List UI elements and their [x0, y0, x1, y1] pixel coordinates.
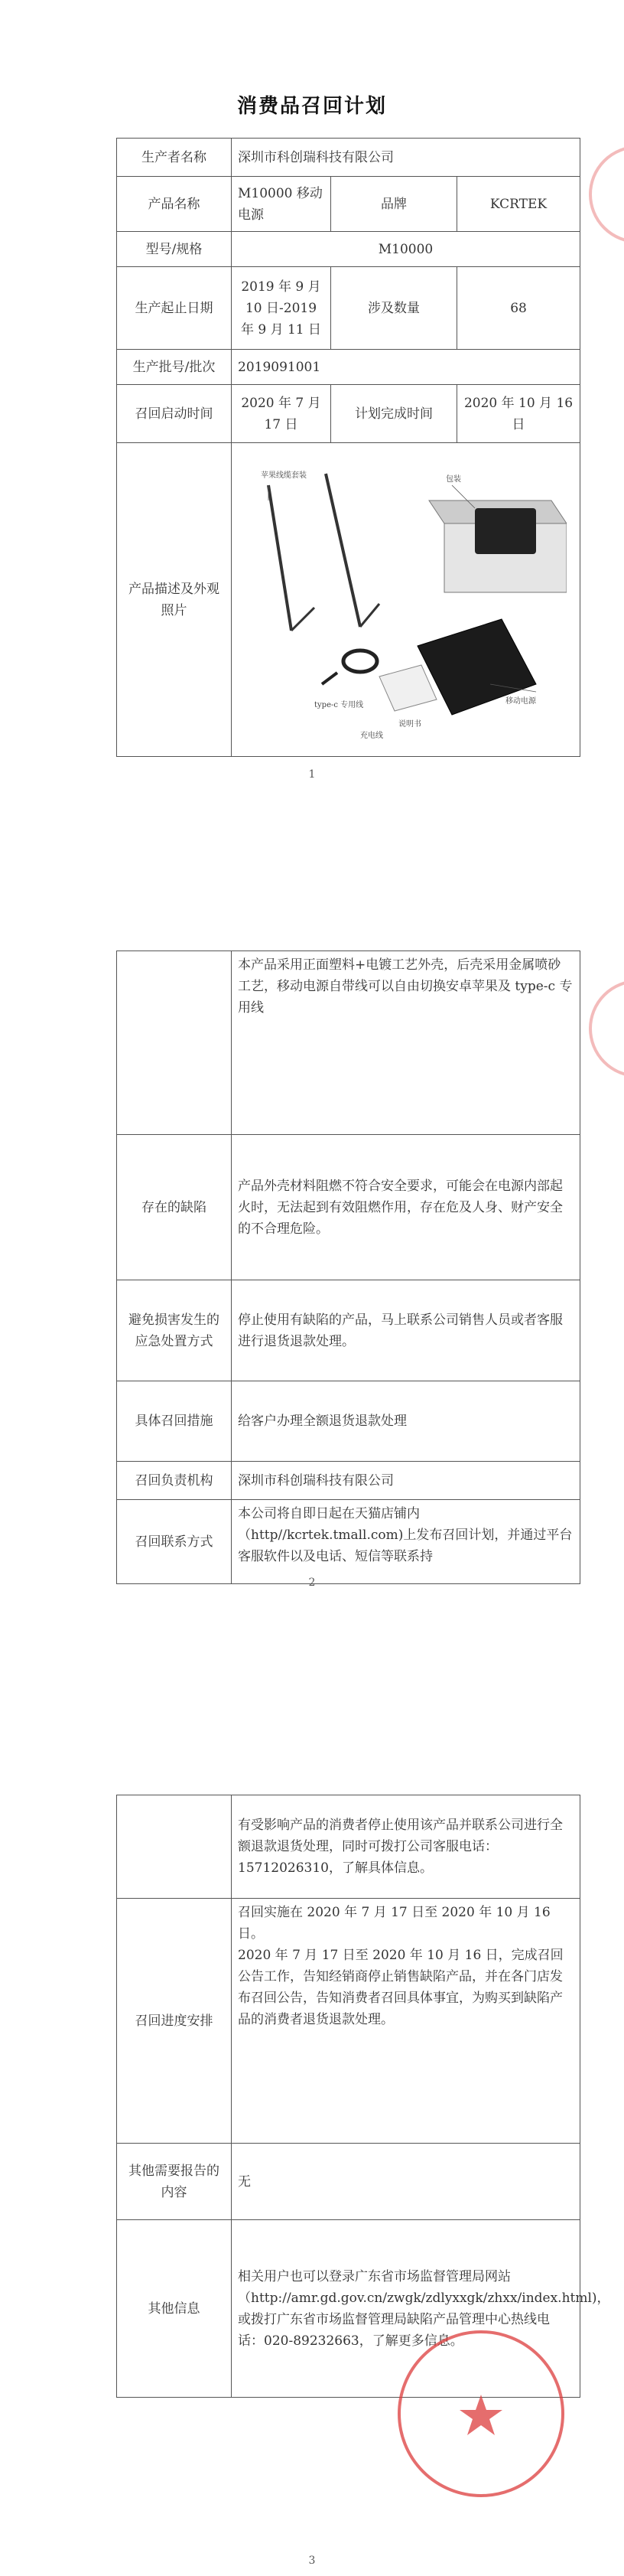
start-value: 2020 年 7 月 17 日 — [232, 385, 331, 443]
seal-stamp-edge-1 — [589, 145, 624, 243]
callout-typec: type-c 专用线 — [314, 700, 363, 709]
date-label: 生产起止日期 — [117, 267, 232, 350]
batch-value: 2019091001 — [232, 350, 580, 385]
plan-end-value: 2020 年 10 月 16 日 — [457, 385, 580, 443]
info-value: 相关用户也可以登录广东省市场监督管理局网站（http://amr.gd.gov.cn/zwgk/zdlyxxgk/zhxx/index.html)，或拨打广东省市场监督管理局缺陷产品管理中心热线电话：020-89232663，了解更多信息。 — [232, 2220, 580, 2398]
product-description: 本产品采用正面塑料+电镀工艺外壳，后壳采用金属喷砂工艺，移动电源自带线可以自由切换安卓苹果及 type-c 专用线 — [232, 951, 580, 1135]
progress-label: 召回进度安排 — [117, 1899, 232, 2144]
contact-label: 召回联系方式 — [117, 1500, 232, 1584]
progress-para-1: 召回实施在 2020 年 7 月 17 日至 2020 年 10 月 16 日。 — [238, 1905, 551, 1942]
callout-cable: 苹果线缆套装 — [260, 471, 307, 480]
contact-value: 本公司将自即日起在天猫店铺内（http//kcrtek.tmall.com)上发布召回计划，并通过平台客服软件以及电话、短信等联系持 — [232, 1500, 580, 1584]
batch-label: 生产批号/批次 — [117, 350, 232, 385]
qty-label: 涉及数量 — [331, 267, 457, 350]
brand-label: 品牌 — [331, 177, 457, 232]
model-value: M10000 — [232, 232, 580, 267]
product-label: 产品名称 — [117, 177, 232, 232]
cable-left — [268, 485, 291, 631]
document-title: 消费品召回计划 — [236, 95, 387, 118]
cable-right — [326, 474, 360, 627]
seal-star-icon — [460, 2395, 502, 2435]
callout-manual: 说明书 — [398, 719, 421, 729]
brand-value: KCRTEK — [457, 177, 580, 232]
plan-end-label: 计划完成时间 — [331, 385, 457, 443]
start-label: 召回启动时间 — [117, 385, 232, 443]
qty-value: 68 — [457, 267, 580, 350]
model-label: 型号/规格 — [117, 232, 232, 267]
avoid-value: 停止使用有缺陷的产品，马上联系公司销售人员或者客服进行退货退款处理。 — [232, 1280, 580, 1381]
defect-value: 产品外壳材料阻燃不符合安全要求，可能会在电源内部起火时，无法起到有效阻燃作用，存在危及人身、财产安全的不合理危险。 — [232, 1135, 580, 1280]
recall-table-page3 — [116, 1795, 610, 2398]
usb-cable — [343, 651, 377, 672]
progress-para-2: 2020 年 7 月 17 日至 2020 年 10 月 16 日，完成召回公告工作，告知经销商停止销售缺陷产品，并在各门店发布召回公告，告知消费者召回具体事宜，为购买到缺陷产品的消费者退货退款处理。 — [238, 1948, 564, 2027]
avoid-label: 避免损害发生的应急处置方式 — [117, 1280, 232, 1381]
recall-table-page1 — [116, 138, 580, 757]
product-value: M10000 移动电源 — [232, 177, 331, 232]
producer-label: 生产者名称 — [117, 139, 232, 177]
page-number-1: 1 — [308, 768, 316, 781]
producer-value: 深圳市科创瑞科技有限公司 — [232, 139, 580, 177]
powerbank-in-box — [475, 508, 536, 554]
product-photo — [245, 455, 567, 745]
photo-label: 产品描述及外观照片 — [117, 443, 232, 757]
measure-value: 给客户办理全额退货退款处理 — [232, 1381, 580, 1462]
seal-stamp-edge-2 — [589, 980, 624, 1078]
org-value: 深圳市科创瑞科技有限公司 — [232, 1462, 580, 1500]
measure-label: 具体召回措施 — [117, 1381, 232, 1462]
callout-usb: 充电线 — [359, 731, 383, 740]
info-label: 其他信息 — [117, 2220, 232, 2398]
contact-cont-label-cell — [117, 1795, 232, 1899]
product-photo-cell — [232, 443, 580, 757]
page-number-3: 3 — [308, 2555, 316, 2567]
defect-label: 存在的缺陷 — [117, 1135, 232, 1280]
manual — [379, 665, 437, 711]
page-number-2: 2 — [308, 1577, 316, 1589]
company-seal — [398, 2330, 564, 2497]
product-illustration — [245, 455, 567, 745]
date-value: 2019 年 9 月 10 日-2019 年 9 月 11 日 — [232, 267, 331, 350]
contact-continued: 有受影响产品的消费者停止使用该产品并联系公司进行全额退款退货处理，同时可拨打公司客服电话：15712026310，了解具体信息。 — [232, 1795, 580, 1899]
org-label: 召回负责机构 — [117, 1462, 232, 1500]
other-value: 无 — [232, 2144, 580, 2220]
recall-table-page2 — [116, 951, 580, 1584]
callout-box: 包装 — [445, 474, 461, 484]
other-label: 其他需要报告的内容 — [117, 2144, 232, 2220]
progress-value — [232, 1899, 580, 2144]
callout-powerbank: 移动电源 — [505, 696, 536, 706]
description-label-cell — [117, 951, 232, 1135]
